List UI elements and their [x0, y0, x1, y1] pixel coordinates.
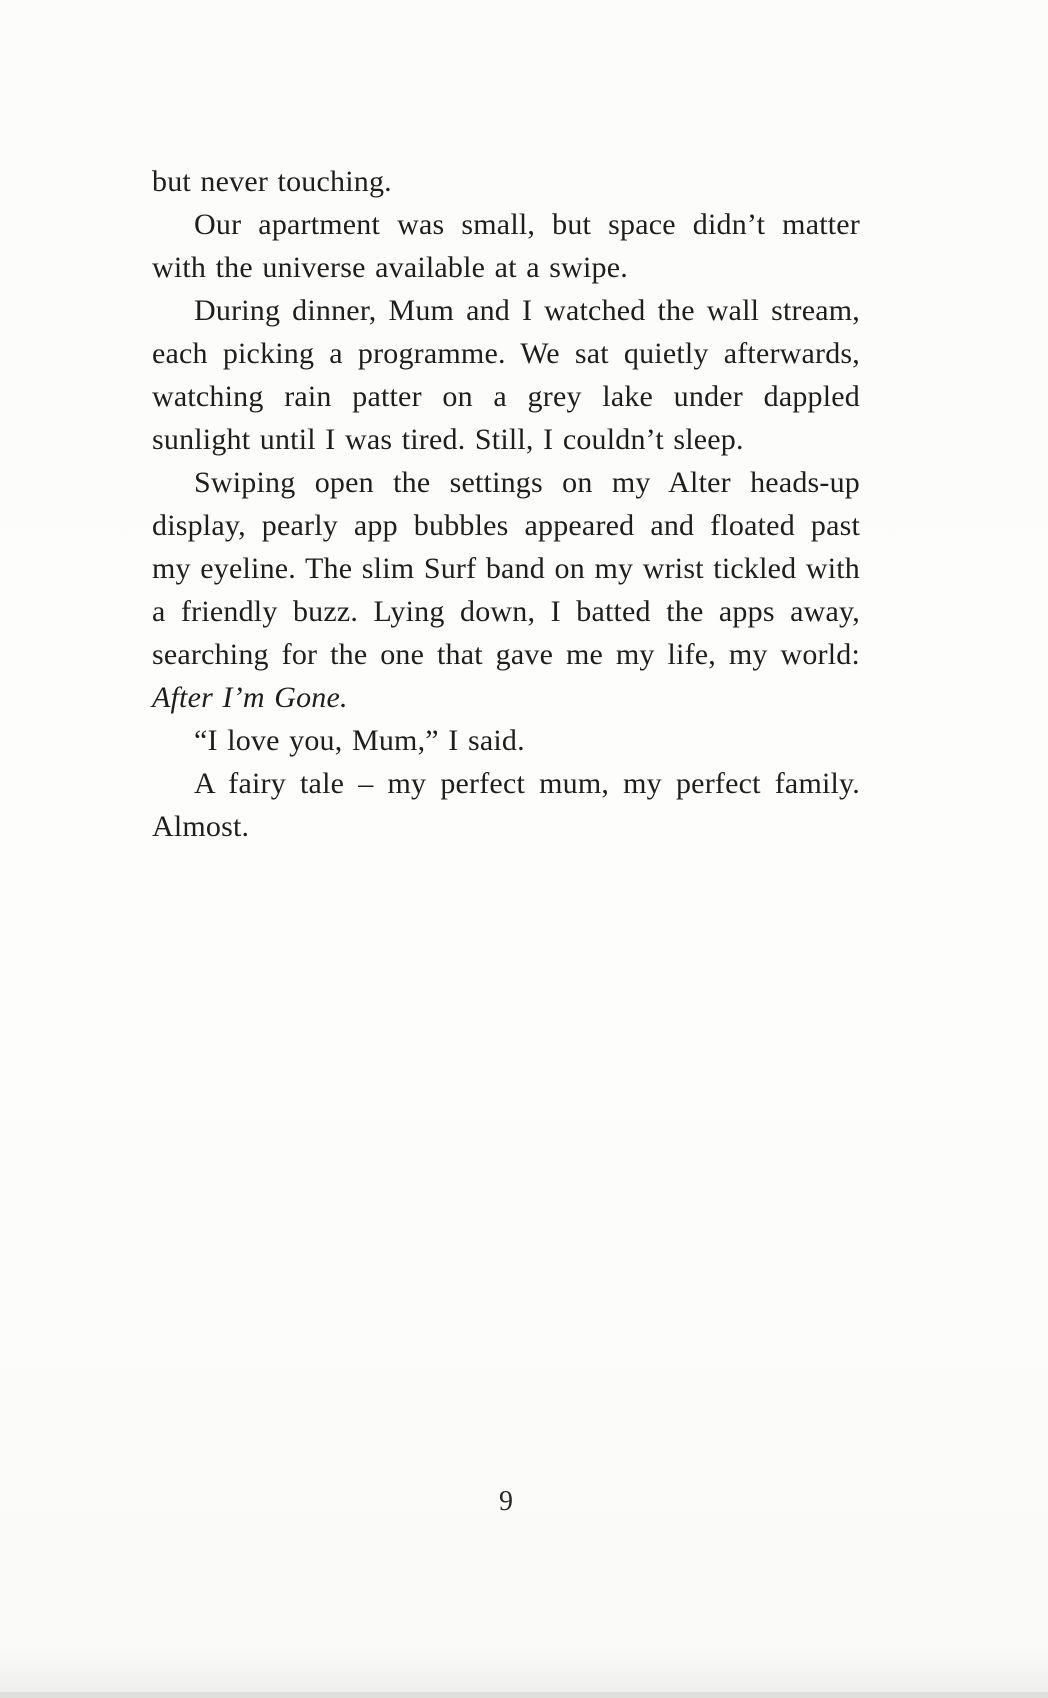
paragraph-text: A fairy tale – my perfect mum, my perfect family. Almost.	[152, 767, 860, 843]
paragraph	[152, 203, 860, 289]
scan-edge	[0, 1692, 1048, 1698]
paragraph-text: “I love you, Mum,” I said.	[194, 724, 525, 757]
paragraph	[152, 461, 860, 719]
paragraph	[152, 160, 860, 203]
book-title-italic: After I’m Gone.	[152, 681, 348, 714]
paragraph-text: During dinner, Mum and I watched the wall stream, each picking a programme. We sat quietly afterwards, watching rain patter on a grey lake under dappled sunlight until I was tired. Still, I couldn’t sleep.	[152, 294, 860, 456]
page-number: 9	[499, 1486, 513, 1517]
paragraph-text: Our apartment was small, but space didn’t matter with the universe available at a swipe.	[152, 208, 860, 284]
paragraph-text: but never touching.	[152, 165, 392, 198]
paragraph-text: Swiping open the settings on my Alter heads-up display, pearly app bubbles appeared and floated past my eyeline. The slim Surf band on my wrist tickled with a friendly buzz. Lying down, I batted the apps away, searching for the one that gave me my life, my world:	[152, 466, 860, 671]
paragraph	[152, 719, 860, 762]
paragraph	[152, 289, 860, 461]
paragraph	[152, 762, 860, 848]
text-block	[152, 160, 860, 848]
